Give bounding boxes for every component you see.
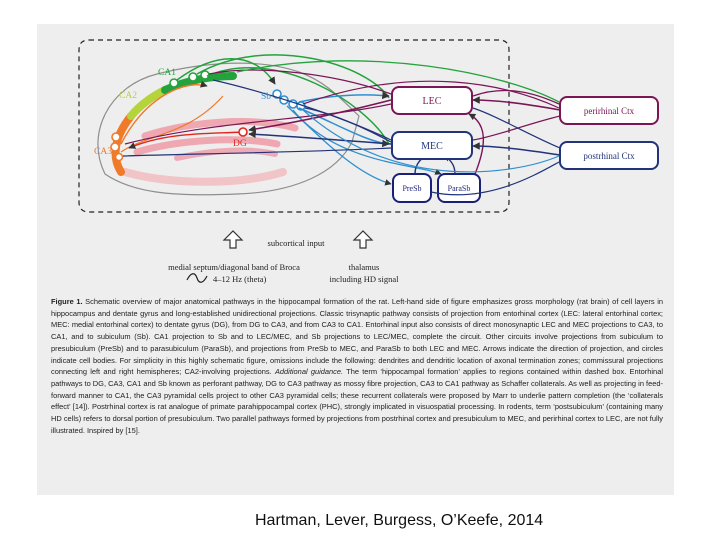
septum-label: medial septum/diagonal band of Broca [168, 262, 300, 272]
theta-label: 4–12 Hz (theta) [213, 274, 267, 284]
figure-caption [51, 296, 663, 436]
ca2-label: CA2 [119, 91, 137, 101]
dg-label: DG [233, 139, 247, 149]
sb-label: Sb [261, 92, 272, 102]
postrhinal-to-lec [473, 108, 560, 148]
hippocampal-circuit-diagram [37, 24, 674, 289]
theta-wave-icon [187, 274, 207, 283]
additional-guidance-label: Additional guidance. [274, 367, 344, 377]
mec-to-sb [305, 108, 391, 142]
ca1-cell-2 [189, 73, 197, 81]
perirhinal-to-lec [473, 100, 560, 110]
hd-signal-label: including HD signal [329, 274, 399, 284]
pink-layer-lower [125, 172, 283, 182]
thalamus-up-arrow-icon [354, 231, 372, 248]
mec-label: MEC [421, 141, 443, 152]
presb-label: PreSb [402, 184, 422, 193]
postrhinal-to-mec [473, 146, 560, 155]
ca3-cell-2 [111, 143, 119, 151]
thalamus-label: thalamus [348, 262, 380, 272]
ca3-cell-1 [112, 133, 120, 141]
pink-layer-upper [145, 122, 295, 136]
lec-label: LEC [422, 96, 442, 107]
ca1-cell-1 [170, 79, 178, 87]
dg-cell [239, 128, 247, 136]
subcortical-input-label: subcortical input [267, 238, 325, 248]
author-credit: Hartman, Lever, Burgess, O’Keefe, 2014 [255, 512, 544, 529]
perirhinal-label: perirhinal Ctx [583, 106, 635, 116]
ca3-cell-3 [116, 154, 123, 161]
postrhinal-label: postrhinal Ctx [583, 151, 635, 161]
figure-panel [37, 24, 674, 495]
caption-text-part2: The term ‘hippocampal formation’ applies to regions contained within dashed box. Entorhinal pathways to DG, CA3, CA1 and Sb known as perforant pathway, DG to CA3 pathway as mossy fibre projection, CA3 to CA1 pathway as Schaffer collaterals. As well as projecting in feed-forward manner to CA1, the CA3 pyramidal cells project to other CA3 pyramidal cells; these recurrent collaterals were proposed by Marr to underlie pattern completion (the ‘collaterals effect’ [14]). Postrhinal cortex is rat analogue of primate parahippocampal cortex (PHC), strongly implicated in visuospatial processing. In rodents, term ‘postsubiculum’ (containing many HD cells) refers to dorsal portion of presubiculum. Two parallel pathways formed by projections from postrhinal cortex and presubiculum to MEC, and perirhinal cortex to LEC, are not fully illustrated. Inspired by [15]. [51, 367, 663, 435]
parasb-label: ParaSb [447, 184, 471, 193]
lec-to-ca1 [209, 70, 391, 94]
septum-up-arrow-icon [224, 231, 242, 248]
ca3-label: CA3 [94, 147, 112, 157]
diagram-svg [37, 24, 674, 289]
caption-text-part1: Schematic overview of major anatomical pathways in the hippocampal formation of the rat. Left-hand side of figure emphasizes gross morphology (rat brain) of cell layers in hippocampus and dentate gyrus and long-established unidirectional projections. Classic trisynaptic pathway consists of projection from entorhinal cortex (LEC: lateral entorhinal cortex; MEC: medial entorhinal cortex) to dentate gyrus (DG), from DG to CA3, and from CA3 to CA1. Entorhinal input also consists of direct monosynaptic LEC and MEC projections to CA3, to CA1, and to subiculum (Sb). CA1 projection to Sb and to LEC/MEC, and Sb projections to LEC/MEC, complete the circuit. Other circuits involve projections from subiculum to presubiculum (PreSb) and to parasubiculum (ParaSb), and projections from PreSb to MEC, and ParaSb to both LEC and MEC. Arrows indicate the direction of projection, and circles indicate cell bodies. For simplicity in this highly schematic figure, omissions include the following: dendrites and dendritic location of axonal termination zones; commissural projections connecting left and right hemispheres; CA2-involving projections. [51, 297, 663, 377]
ca1-label: CA1 [158, 68, 176, 78]
figure-number: Figure 1. [51, 297, 83, 306]
